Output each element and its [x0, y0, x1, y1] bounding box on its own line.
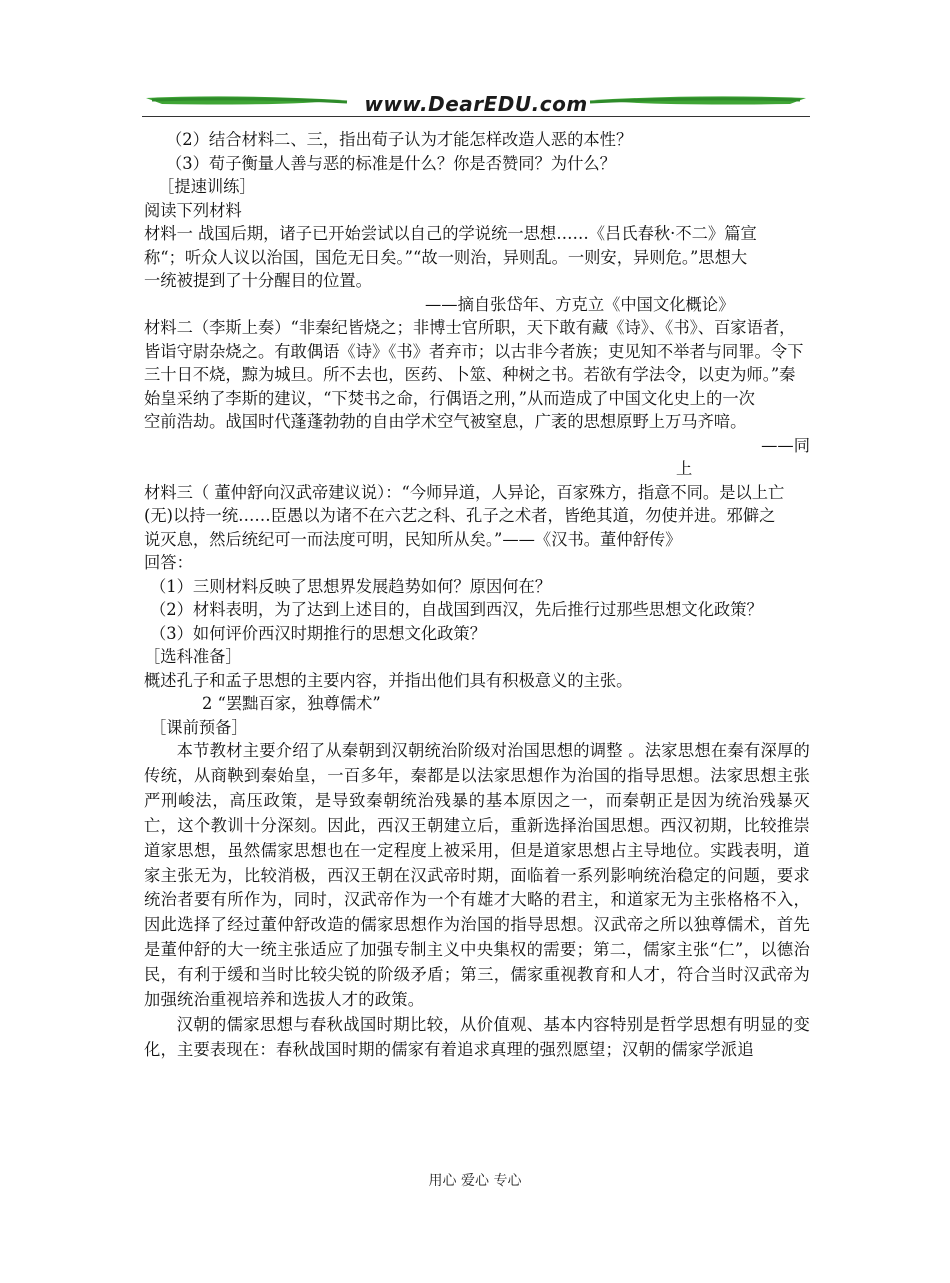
- question-line: （2）材料表明，为了达到上述目的，自战国到西汉，先后推行过那些思想文化政策？: [150, 600, 763, 619]
- site-header-banner: [142, 88, 810, 118]
- text-line: 材料三（ 董仲舒向汉武帝建议说）：“今师异道，人异论，百家殊方，指意不同。是以上亡: [144, 482, 785, 502]
- header-divider: [142, 116, 810, 117]
- page-footer: 用心 爱心 专心: [428, 1173, 522, 1189]
- text-line: 材料一 战国后期，诸子已开始尝试以自己的学说统一思想……《吕氏春秋·不二》篇宣: [144, 224, 757, 243]
- question-line: （1）三则材料反映了思想界发展趋势如何？原因何在？: [150, 576, 552, 596]
- text-line: 材料二（李斯上奏）“非秦纪皆烧之；非博士官所职，天下敢有藏《诗》、《书》、百家语者，: [144, 318, 796, 337]
- citation-line: 上: [676, 459, 693, 478]
- text-line: 一统被提到了十分醒目的位置。: [144, 271, 372, 290]
- text-line: 说灭息，然后统纪可一而法度可明，民知所从矣。”——《汉书。董仲舒传》: [144, 529, 682, 549]
- text-line: 称“；听众人议以治国，国危无日矣。”“故一则治，异则乱。一则安，异则危。”思想大: [144, 247, 748, 267]
- question-line: （2）结合材料二、三，指出荀子认为才能怎样改造人恶的本性？: [166, 130, 633, 149]
- section-heading: ［选科准备］: [144, 647, 242, 666]
- text-line: 概述孔子和孟子思想的主要内容，并指出他们具有积极意义的主张。: [144, 670, 633, 690]
- text-line: 回答：: [144, 553, 193, 572]
- lesson-title: 2 “罢黜百家，独尊儒术”: [202, 694, 381, 713]
- section-heading: ［课前预备］: [150, 717, 248, 737]
- document-body: [144, 128, 810, 1063]
- body-paragraph: 汉朝的儒家思想与春秋战国时期比较，从价值观、基本内容特别是哲学思想有明显的变化，主要表现在：春秋战国时期的儒家有着追求真理的强烈愿望；汉朝的儒家学派追: [144, 1014, 810, 1059]
- text-line: (无)以持一统……臣愚以为诸不在六艺之科、孔子之术者，皆绝其道，勿使并进。邪僻之: [144, 506, 776, 525]
- site-url-text: www.DearEDU.com: [364, 92, 588, 116]
- text-line: 三十日不烧，黥为城旦。所不去也，医药、卜筮、种树之书。若欲有学法令，以吏为师。”秦: [144, 365, 796, 384]
- text-line: 始皇采纳了李斯的建议，“下焚书之命，行偶语之刑，”从而造成了中国文化史上的一次: [144, 388, 755, 408]
- citation-line: ——摘自张岱年、方克立《中国文化概论》: [425, 294, 735, 314]
- citation-line: ——同: [761, 435, 810, 455]
- text-line: 皆诣守尉杂烧之。有敢偶语《诗》《书》者弃市；以古非今者族；吏见知不举者与同罪。令下: [144, 341, 804, 361]
- text-line: 空前浩劫。战国时代蓬蓬勃勃的自由学术空气被窒息，广袤的思想原野上万马齐喑。: [144, 412, 747, 431]
- body-paragraph: 本节教材主要介绍了从秦朝到汉朝统治阶级对治国思想的调整 。法家思想在秦有深厚的传统，从商鞅到秦始皇，一百多年，秦都是以法家思想作为治国的指导思想。法家思想主张严刑峻法，高压政策，是导致秦朝统治残暴的基本原因之一，而秦朝正是因为统治残暴灭亡，这个教训十分深刻。因此，西汉王朝建立后，重新选择治国思想。西汉初期，比较推崇道家思想，虽然儒家思想也在一定程度上被采用，但是道家思想占主导地位。实践表明，道家主张无为，比较消极，西汉王朝在汉武帝时期，面临着一系列影响统治稳定的问题，要求统治者要有所作为，同时，汉武帝作为一个有雄才大略的君主，和道家无为主张格格不入，因此选择了经过董仲舒改造的儒家思想作为治国的指导思想。汉武帝之所以独尊儒术，首先是董仲舒的大一统主张适应了加强专制主义中央集权的需要；第二，儒家主张“仁”，以德治民，有利于缓和当时比较尖锐的阶级矛盾；第三，儒家重视教育和人才，符合当时汉武帝为加强统治重视培养和选拔人才的政策。: [144, 741, 810, 1010]
- text-line: 阅读下列材料: [144, 200, 242, 220]
- question-line: （3）如何评价西汉时期推行的思想文化政策？: [150, 623, 486, 643]
- question-line: （3）荀子衡量人善与恶的标准是什么？你是否赞同？为什么？: [166, 153, 616, 173]
- section-heading: ［提速训练］: [158, 177, 256, 196]
